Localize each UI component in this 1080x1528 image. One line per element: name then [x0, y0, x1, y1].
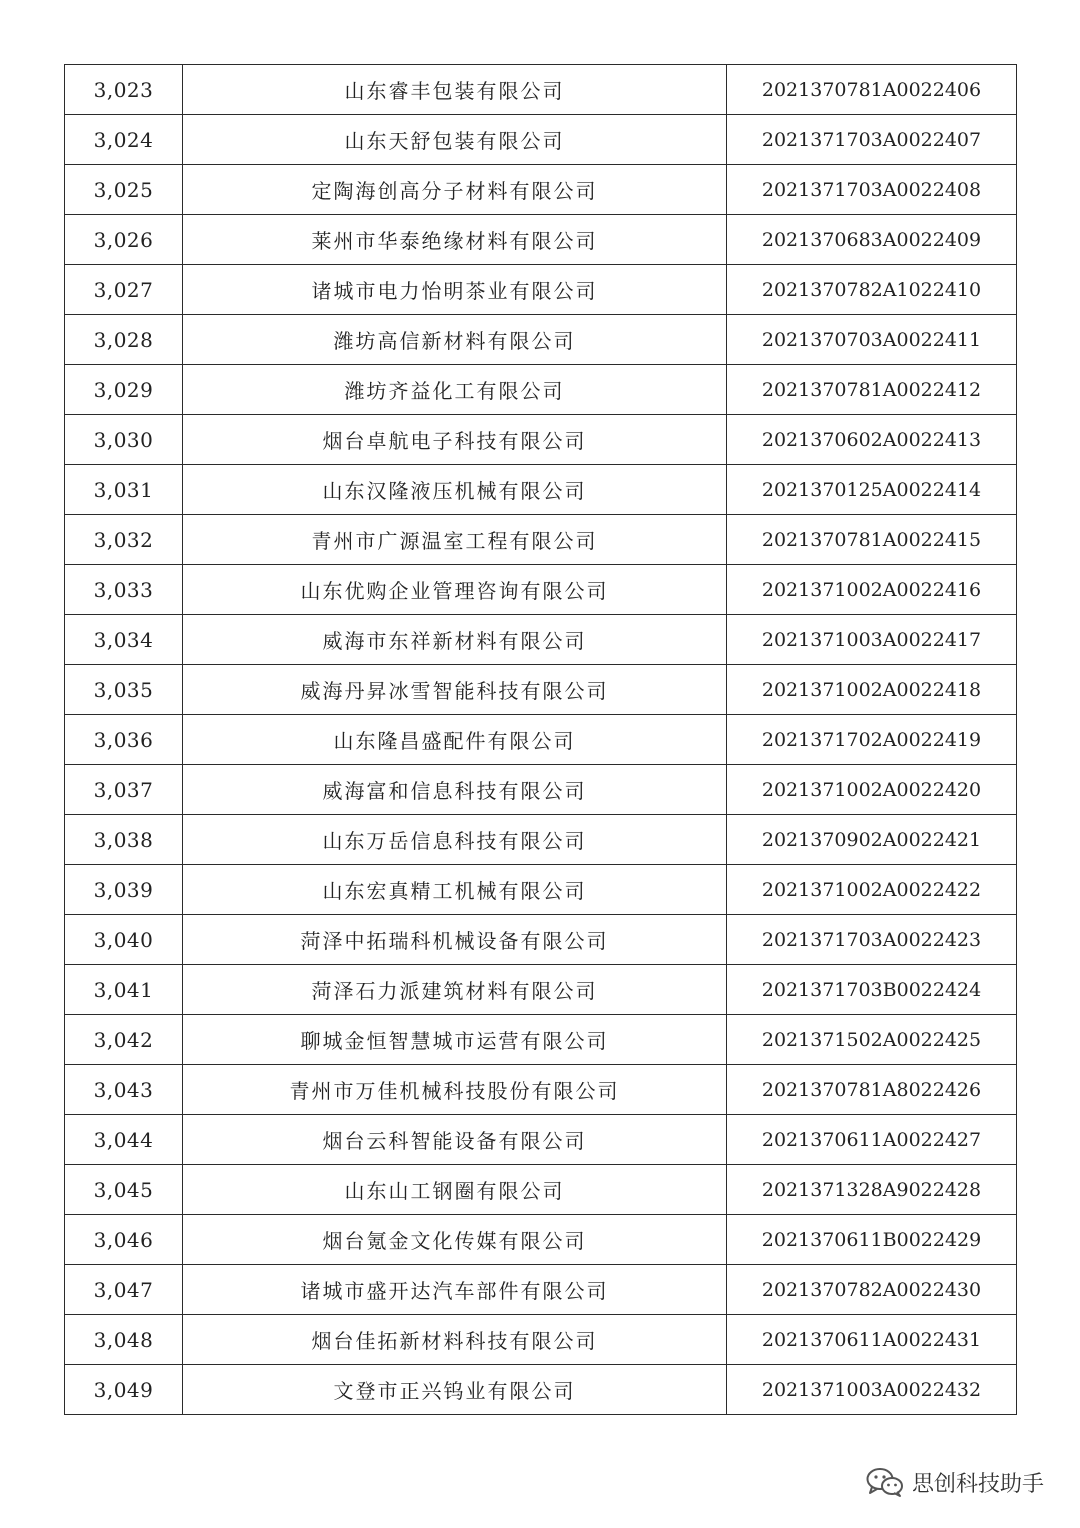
- table-row: [65, 565, 1017, 615]
- table-row: [65, 365, 1017, 415]
- row-number: 3,043: [65, 1065, 183, 1115]
- table-row: [65, 65, 1017, 115]
- registration-code: 2021371328A9022428: [727, 1165, 1017, 1215]
- row-number: 3,046: [65, 1215, 183, 1265]
- company-name: 威海丹昇冰雪智能科技有限公司: [183, 665, 727, 715]
- company-name: 青州市广源温室工程有限公司: [183, 515, 727, 565]
- company-name: 诸城市盛开达汽车部件有限公司: [183, 1265, 727, 1315]
- table-row: [65, 1315, 1017, 1365]
- row-number: 3,047: [65, 1265, 183, 1315]
- company-name: 定陶海创高分子材料有限公司: [183, 165, 727, 215]
- company-name: 山东万岳信息科技有限公司: [183, 815, 727, 865]
- registration-code: 2021370781A0022415: [727, 515, 1017, 565]
- company-name: 诸城市电力怡明茶业有限公司: [183, 265, 727, 315]
- table-row: [65, 815, 1017, 865]
- table-row: [65, 715, 1017, 765]
- table-row: [65, 965, 1017, 1015]
- registration-code: 2021371502A0022425: [727, 1015, 1017, 1065]
- registration-code: 2021370782A1022410: [727, 265, 1017, 315]
- company-name: 潍坊齐益化工有限公司: [183, 365, 727, 415]
- company-name: 烟台佳拓新材料科技有限公司: [183, 1315, 727, 1365]
- registration-code: 2021370703A0022411: [727, 315, 1017, 365]
- table-row: [65, 1365, 1017, 1415]
- registration-code: 2021371003A0022417: [727, 615, 1017, 665]
- table-row: [65, 915, 1017, 965]
- table-row: [65, 1065, 1017, 1115]
- company-name: 莱州市华泰绝缘材料有限公司: [183, 215, 727, 265]
- company-name: 威海富和信息科技有限公司: [183, 765, 727, 815]
- row-number: 3,036: [65, 715, 183, 765]
- table-row: [65, 1265, 1017, 1315]
- registration-code: 2021370611B0022429: [727, 1215, 1017, 1265]
- registration-code: 2021370781A0022412: [727, 365, 1017, 415]
- company-name: 山东优购企业管理咨询有限公司: [183, 565, 727, 615]
- row-number: 3,025: [65, 165, 183, 215]
- row-number: 3,035: [65, 665, 183, 715]
- company-name: 山东天舒包装有限公司: [183, 115, 727, 165]
- row-number: 3,034: [65, 615, 183, 665]
- row-number: 3,028: [65, 315, 183, 365]
- company-name: 聊城金恒智慧城市运营有限公司: [183, 1015, 727, 1065]
- row-number: 3,044: [65, 1115, 183, 1165]
- row-number: 3,038: [65, 815, 183, 865]
- table-row: [65, 665, 1017, 715]
- registration-code: 2021370125A0022414: [727, 465, 1017, 515]
- company-name: 山东睿丰包装有限公司: [183, 65, 727, 115]
- registration-code: 2021370683A0022409: [727, 215, 1017, 265]
- company-name: 烟台云科智能设备有限公司: [183, 1115, 727, 1165]
- registration-code: 2021370611A0022427: [727, 1115, 1017, 1165]
- registration-code: 2021371703A0022423: [727, 915, 1017, 965]
- table-body: [65, 65, 1017, 1415]
- company-name: 山东宏真精工机械有限公司: [183, 865, 727, 915]
- registration-code: 2021371703A0022408: [727, 165, 1017, 215]
- company-registry-table: [64, 64, 1017, 1415]
- row-number: 3,027: [65, 265, 183, 315]
- registration-code: 2021370611A0022431: [727, 1315, 1017, 1365]
- company-name: 潍坊高信新材料有限公司: [183, 315, 727, 365]
- registration-code: 2021371002A0022422: [727, 865, 1017, 915]
- table-row: [65, 515, 1017, 565]
- row-number: 3,031: [65, 465, 183, 515]
- company-name: 威海市东祥新材料有限公司: [183, 615, 727, 665]
- table-row: [65, 1165, 1017, 1215]
- registration-code: 2021370781A0022406: [727, 65, 1017, 115]
- company-name: 山东隆昌盛配件有限公司: [183, 715, 727, 765]
- table-row: [65, 215, 1017, 265]
- company-name: 菏泽中拓瑞科机械设备有限公司: [183, 915, 727, 965]
- table-row: [65, 415, 1017, 465]
- table-row: [65, 115, 1017, 165]
- company-name: 山东汉隆液压机械有限公司: [183, 465, 727, 515]
- registration-code: 2021370781A8022426: [727, 1065, 1017, 1115]
- table-row: [65, 1015, 1017, 1065]
- company-name: 烟台氪金文化传媒有限公司: [183, 1215, 727, 1265]
- registration-code: 2021370902A0022421: [727, 815, 1017, 865]
- row-number: 3,039: [65, 865, 183, 915]
- row-number: 3,030: [65, 415, 183, 465]
- row-number: 3,032: [65, 515, 183, 565]
- watermark-text: 思创科技助手: [911, 1471, 1044, 1497]
- registration-code: 2021371703B0022424: [727, 965, 1017, 1015]
- row-number: 3,023: [65, 65, 183, 115]
- registration-code: 2021371002A0022420: [727, 765, 1017, 815]
- table-row: [65, 165, 1017, 215]
- row-number: 3,026: [65, 215, 183, 265]
- registration-code: 2021371702A0022419: [727, 715, 1017, 765]
- registration-code: 2021371703A0022407: [727, 115, 1017, 165]
- row-number: 3,029: [65, 365, 183, 415]
- company-name: 青州市万佳机械科技股份有限公司: [183, 1065, 727, 1115]
- row-number: 3,041: [65, 965, 183, 1015]
- row-number: 3,045: [65, 1165, 183, 1215]
- table-row: [65, 1115, 1017, 1165]
- registration-code: 2021371002A0022416: [727, 565, 1017, 615]
- row-number: 3,048: [65, 1315, 183, 1365]
- wechat-icon: [866, 1466, 904, 1498]
- table-row: [65, 315, 1017, 365]
- table-row: [65, 765, 1017, 815]
- table-row: [65, 1215, 1017, 1265]
- row-number: 3,049: [65, 1365, 183, 1415]
- row-number: 3,033: [65, 565, 183, 615]
- company-name: 山东山工钢圈有限公司: [183, 1165, 727, 1215]
- row-number: 3,037: [65, 765, 183, 815]
- table-row: [65, 465, 1017, 515]
- registration-code: 2021370782A0022430: [727, 1265, 1017, 1315]
- row-number: 3,042: [65, 1015, 183, 1065]
- registration-code: 2021370602A0022413: [727, 415, 1017, 465]
- company-name: 菏泽石力派建筑材料有限公司: [183, 965, 727, 1015]
- company-name: 烟台卓航电子科技有限公司: [183, 415, 727, 465]
- table-row: [65, 615, 1017, 665]
- table-row: [65, 265, 1017, 315]
- registration-code: 2021371002A0022418: [727, 665, 1017, 715]
- registration-code: 2021371003A0022432: [727, 1365, 1017, 1415]
- table-row: [65, 865, 1017, 915]
- row-number: 3,024: [65, 115, 183, 165]
- company-name: 文登市正兴钨业有限公司: [183, 1365, 727, 1415]
- wechat-watermark: [866, 1462, 1044, 1502]
- row-number: 3,040: [65, 915, 183, 965]
